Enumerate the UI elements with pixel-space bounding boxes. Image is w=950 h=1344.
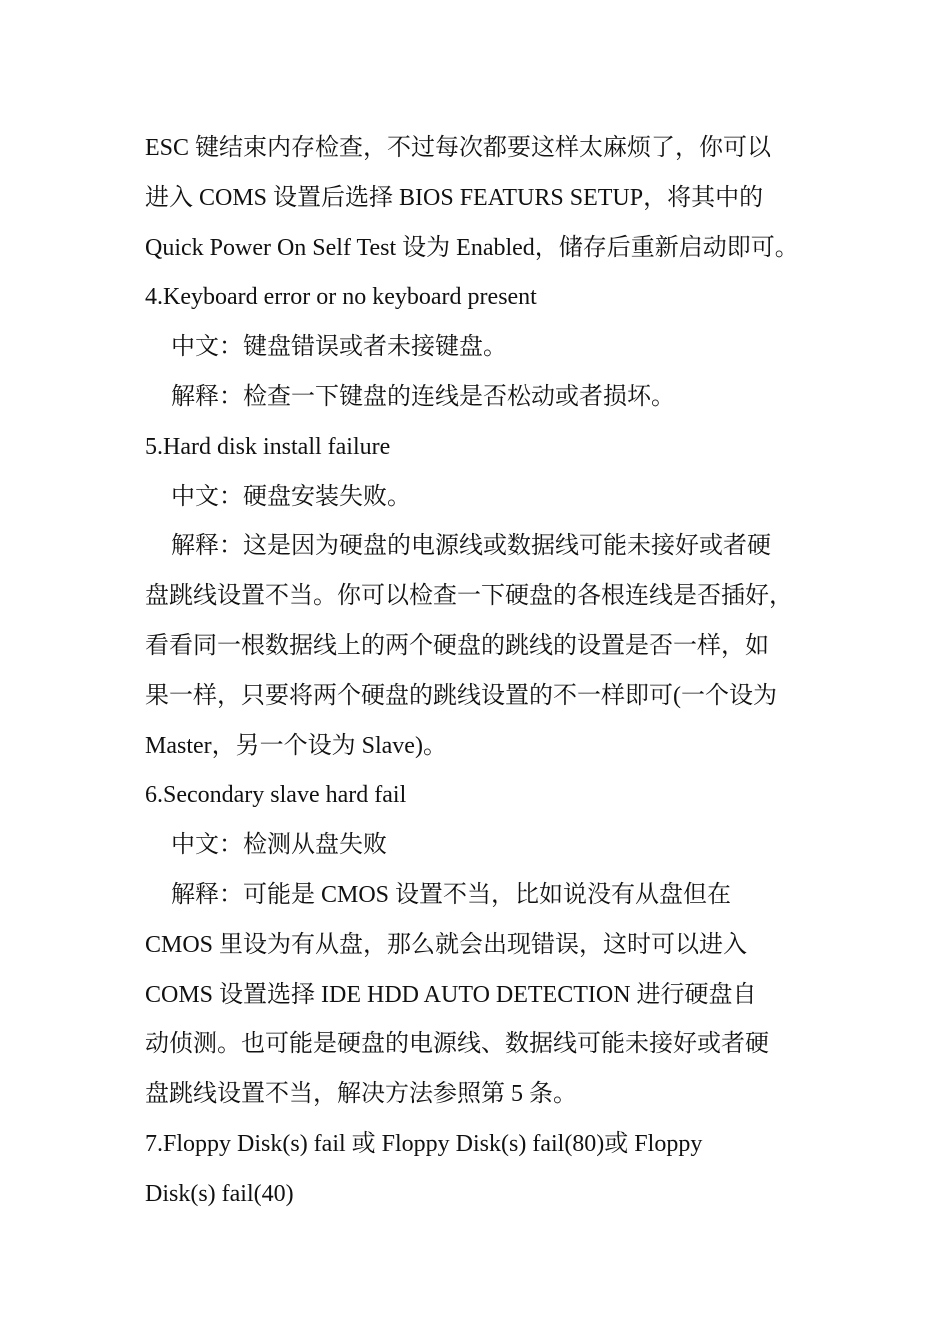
text-line: 果一样，只要将两个硬盘的跳线设置的不一样即可(一个设为 bbox=[145, 682, 777, 709]
text-line-chinese: 中文：键盘错误或者未接键盘。 bbox=[171, 334, 507, 361]
text-line: 盘跳线设置不当。你可以检查一下硬盘的各根连线是否插好， bbox=[145, 583, 793, 610]
section-heading-7: 7.Floppy Disk(s) fail 或 Floppy Disk(s) fail(80)或 Floppy bbox=[145, 1130, 703, 1157]
text-line: CMOS 里设为有从盘，那么就会出现错误，这时可以进入 bbox=[145, 931, 748, 958]
text-line: 动侦测。也可能是硬盘的电源线、数据线可能未接好或者硬 bbox=[145, 1031, 769, 1058]
text-line-chinese: 中文：检测从盘失败 bbox=[171, 832, 387, 859]
section-heading-6: 6.Secondary slave hard fail bbox=[145, 782, 407, 809]
section-heading-4: 4.Keyboard error or no keyboard present bbox=[145, 284, 537, 311]
text-line: Disk(s) fail(40) bbox=[145, 1180, 294, 1207]
text-line: 盘跳线设置不当，解决方法参照第 5 条。 bbox=[145, 1081, 577, 1108]
text-line-chinese: 中文：硬盘安装失败。 bbox=[171, 483, 411, 510]
document-body bbox=[145, 124, 835, 1220]
text-line: 看看同一根数据线上的两个硬盘的跳线的设置是否一样，如 bbox=[145, 632, 769, 659]
text-line: COMS 设置选择 IDE HDD AUTO DETECTION 进行硬盘自 bbox=[145, 981, 757, 1008]
text-line-explanation: 解释：可能是 CMOS 设置不当，比如说没有从盘但在 bbox=[171, 881, 732, 908]
text-line-explanation: 解释：检查一下键盘的连线是否松动或者损坏。 bbox=[171, 383, 675, 410]
text-line: Quick Power On Self Test 设为 Enabled，储存后重新启动即可。 bbox=[145, 234, 799, 261]
text-line: Master，另一个设为 Slave)。 bbox=[145, 732, 447, 759]
text-line: 进入 COMS 设置后选择 BIOS FEATURS SETUP，将其中的 bbox=[145, 184, 764, 211]
section-heading-5: 5.Hard disk install failure bbox=[145, 433, 391, 460]
text-line: ESC 键结束内存检查，不过每次都要这样太麻烦了，你可以 bbox=[145, 135, 772, 161]
text-line-explanation: 解释：这是因为硬盘的电源线或数据线可能未接好或者硬 bbox=[171, 533, 771, 560]
